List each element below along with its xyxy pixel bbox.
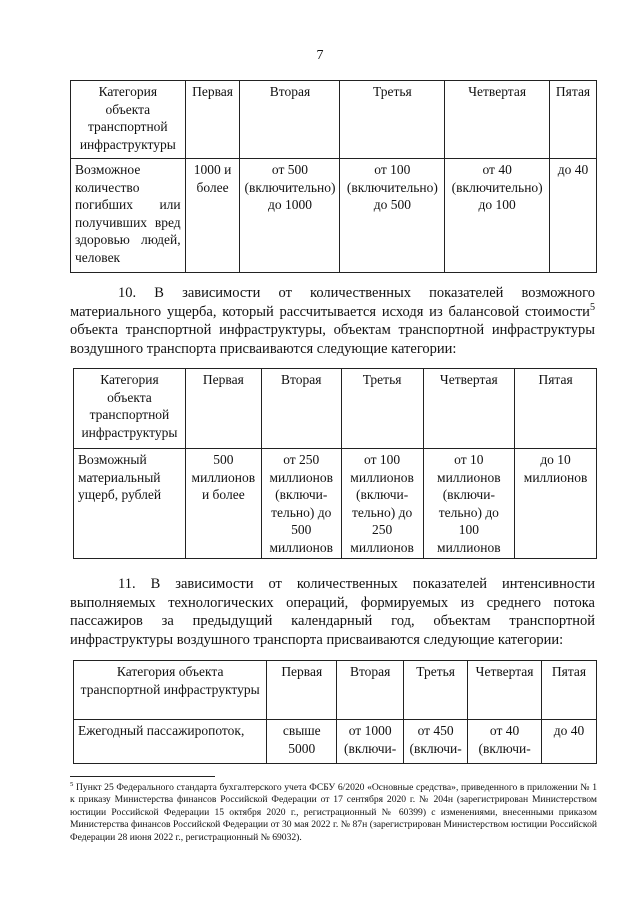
cell-fourth: от 10 миллионов (включи-тельно) до 100 миллионов	[423, 449, 515, 559]
table-passengers	[73, 660, 597, 764]
table-casualties	[70, 80, 597, 273]
table-row	[71, 159, 597, 273]
row-label: Возможное количество погибших или получивших вред здоровью людей, человек	[71, 159, 186, 273]
paragraph-10-text-cont: объекта транспортной инфраструктуры, объектам транспортной инфраструктуры воздушного транспорта присваиваются следующие категории:	[70, 322, 595, 357]
footnote	[70, 782, 597, 844]
table-header-row	[74, 369, 597, 449]
row-label: Возможный материальный ущерб, рублей	[74, 449, 186, 559]
cell-second: от 500 (включительно) до 1000	[240, 159, 340, 273]
header-fourth: Четвертая	[445, 81, 550, 159]
cell-first: 500 миллионов и более	[185, 449, 261, 559]
paragraph-11	[70, 575, 595, 649]
header-first: Первая	[267, 661, 337, 720]
header-fifth: Пятая	[550, 81, 597, 159]
cell-third: от 100 (включительно) до 500	[340, 159, 445, 273]
header-third: Третья	[404, 661, 468, 720]
header-category: Категория объекта транспортной инфраструктуры	[74, 369, 186, 449]
cell-second: от 1000 (включи-	[337, 720, 404, 764]
table-damage	[73, 368, 597, 559]
cell-third: от 450 (включи-	[404, 720, 468, 764]
header-second: Вторая	[261, 369, 341, 449]
header-fifth: Пятая	[515, 369, 597, 449]
table-header-row	[74, 661, 597, 720]
cell-fifth: до 40	[542, 720, 597, 764]
header-first: Первая	[185, 369, 261, 449]
table-header-row	[71, 81, 597, 159]
page-number: 7	[316, 48, 324, 63]
header-category: Категория объекта транспортной инфраструктуры	[71, 81, 186, 159]
header-second: Вторая	[240, 81, 340, 159]
cell-fifth: до 10 миллионов	[515, 449, 597, 559]
footnote-text: Пункт 25 Федерального стандарта бухгалтерского учета ФСБУ 6/2020 «Основные средства», приведенного в приложении № 1 к приказу Министерства финансов Российской Федерации от 17 сентября 2020 г. № 204н (зарегистрирован Министерством юстиции Российской Федерации 15 октября 2020 г., регистрационный № 60399) с изменениями, внесенными приказом Министерства финансов Российской Федерации от 30 мая 2022 г. № 87н (зарегистрирован Министерством юстиции Российской Федерации 28 июня 2022 г., регистрационный № 69032).	[70, 782, 597, 843]
cell-first: 1000 и более	[185, 159, 240, 273]
paragraph-10	[70, 284, 595, 358]
cell-fourth: от 40 (включи-	[468, 720, 542, 764]
header-category: Категория объекта транспортной инфраструктуры	[74, 661, 267, 720]
footnote-marker: 5	[70, 780, 74, 788]
row-label: Ежегодный пассажиропоток,	[74, 720, 267, 764]
cell-first: свыше 5000	[267, 720, 337, 764]
table-row	[74, 449, 597, 559]
header-fourth: Четвертая	[423, 369, 515, 449]
header-fifth: Пятая	[542, 661, 597, 720]
header-third: Третья	[341, 369, 423, 449]
paragraph-11-text: 11. В зависимости от количественных показателей интенсивности выполняемых технологических операций, формируемых из среднего потока пассажиров за предыдущий календарный год, объектам транспортной инфраструктуры воздушного транспорта присваиваются следующие категории:	[70, 576, 595, 648]
cell-fifth: до 40	[550, 159, 597, 273]
cell-fourth: от 40 (включительно) до 100	[445, 159, 550, 273]
cell-third: от 100 миллионов (включи-тельно) до 250 миллионов	[341, 449, 423, 559]
paragraph-10-text: 10. В зависимости от количественных показателей возможного материального ущерба, который рассчитывается исходя из балансовой стоимости	[70, 285, 595, 320]
table-row	[74, 720, 597, 764]
footnote-ref: 5	[589, 301, 595, 313]
footnote-divider	[70, 776, 215, 777]
header-second: Вторая	[337, 661, 404, 720]
header-third: Третья	[340, 81, 445, 159]
header-fourth: Четвертая	[468, 661, 542, 720]
header-first: Первая	[185, 81, 240, 159]
cell-second: от 250 миллионов (включи-тельно) до 500 миллионов	[261, 449, 341, 559]
